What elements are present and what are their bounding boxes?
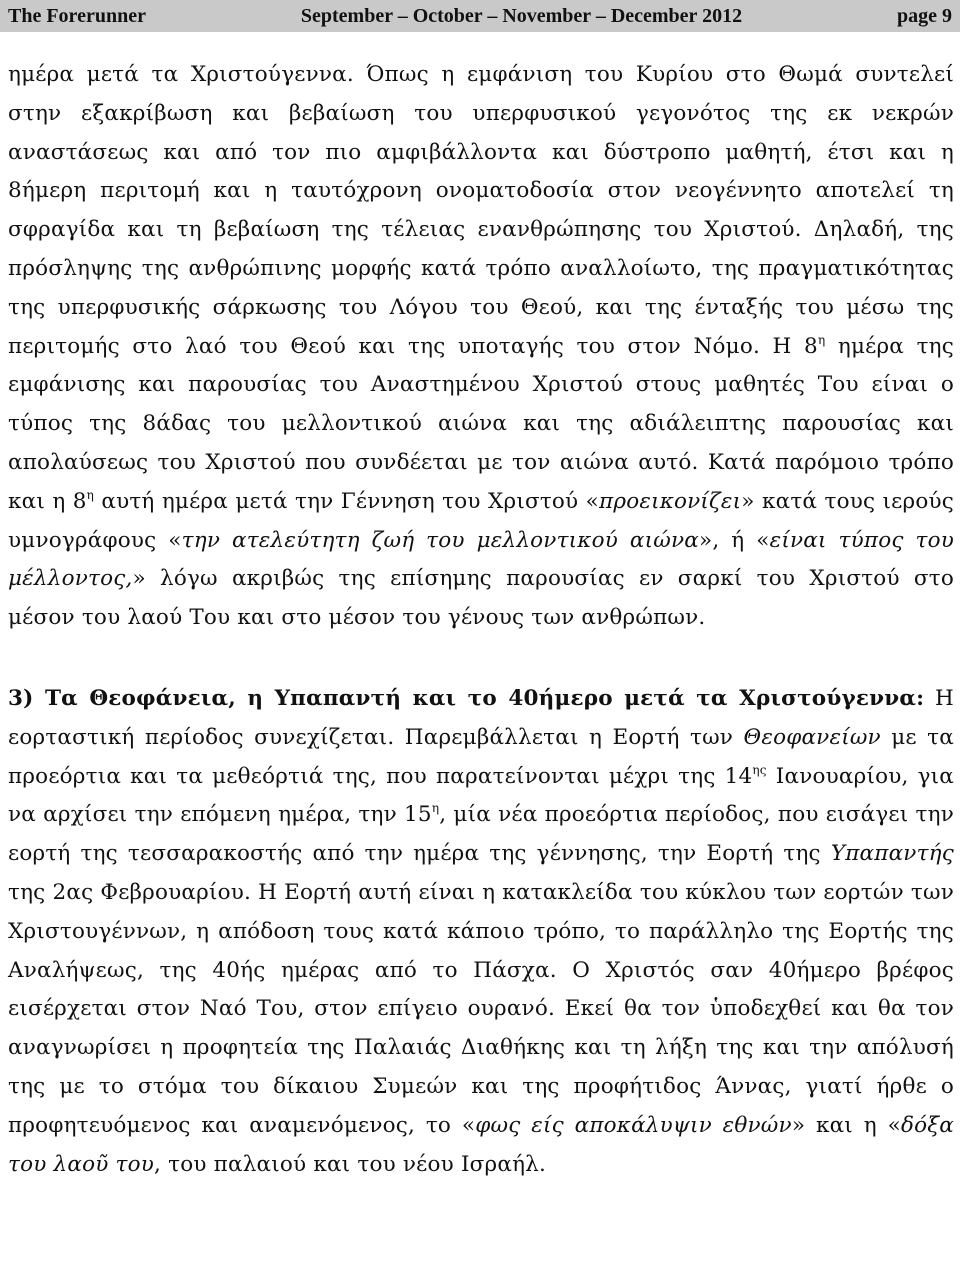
italic-run: την ατελεύτητη ζωή του μελλοντικού αιώνα	[181, 527, 699, 553]
journal-title: The Forerunner	[8, 4, 146, 27]
italic-run: φως είς αποκάλυψιν εθνών	[475, 1112, 792, 1138]
paragraph-gap	[8, 638, 954, 680]
text-run: αυτή ημέρα μετά την Γέννηση του Χριστού «	[94, 488, 600, 514]
text-run: », ή «	[698, 527, 770, 553]
superscript: ης	[752, 762, 767, 777]
italic-run: προεικονίζει	[599, 488, 742, 514]
paragraph-2	[8, 680, 954, 1184]
text-run: , μία νέα προεόρτια περίοδος, που εισάγει την εορτή της τεσσαρακοστής από την ημέρα της γέννησης, την Εορτή της	[8, 802, 954, 867]
text-run: Ιανουαρίου, για να αρχίσει την επόμενη ημέρα, την 15	[8, 763, 955, 828]
text-run: της 2ας Φεβρουαρίου. Η Εορτή αυτή είναι η κατακλείδα του κύκλου των εορτών των Χριστουγέννων, η απόδοση τους κατά κάποιο τρόπο, το παράλληλο της Εορτής της Αναλήψεως, της 40ής ημέρας από το Πάσχα. Ο Χριστός σαν 40ήμερο βρέφος εισέρχεται στον Ναό Του, στον επίγειο ουρανό. Εκεί θα τον ὑποδεχθεί και θα τον αναγνωρίσει η προφητεία της Παλαιάς Διαθήκης και τη λήξη της και την απόλυσή της με το στόμα του δίκαιου Συμεών και της προφήτιδος Άννας, γιατί ήρθε ο προφητευόμενος και αναμενόμενος, το «	[8, 879, 954, 1138]
text-run: » και η «	[791, 1112, 901, 1138]
section-heading: 3) Τα Θεοφάνεια, η Υπαπαντή και το 40ήμερο μετά τα Χριστούγεννα:	[8, 685, 925, 711]
superscript: η	[817, 332, 826, 347]
italic-run: δόξα του λαοῦ του	[8, 1112, 954, 1177]
italic-run: Υπαπαντής	[830, 841, 954, 867]
text-run: ημέρα της εμφάνισης και παρουσίας του Αναστημένου Χριστού στους μαθητές Του είναι ο τύπος της 8άδας του μελλοντικού αιώνα και της αδιάλειπτης παρουσίας και απολαύσεως του Χριστού που συνδέεται με τον αιώνα αυτό. Κατά παρόμοιο τρόπο και η 8	[8, 333, 954, 514]
superscript: η	[86, 487, 95, 502]
paragraph-1	[8, 56, 954, 638]
italic-run: είναι τύπος του μέλλοντος,	[8, 527, 954, 592]
text-run: , του παλαιού και του νέου Ισραήλ.	[154, 1151, 547, 1177]
issue-date: September – October – November – December 2012	[300, 4, 743, 27]
text-run: Η εορταστική περίοδος συνεχίζεται. Παρεμβάλλεται η Εορτή των	[8, 685, 954, 750]
page-header	[0, 0, 960, 32]
document-body	[8, 56, 954, 1184]
text-run: » λόγω ακριβώς της επίσημης παρουσίας εν σαρκί του Χριστού στο μέσον του λαού Του και στο μέσον του γένους των ανθρώπων.	[8, 566, 954, 631]
text-run: » κατά τους ιερούς υμνογράφους «	[8, 488, 955, 553]
italic-run: Θεοφανείων	[743, 724, 881, 750]
page-number: page 9	[897, 4, 952, 27]
text-run: ημέρα μετά τα Χριστούγεννα. Όπως η εμφάνιση του Κυρίου στο Θωμά συντελεί στην εξακρίβωση και βεβαίωση του υπερφυσικού γεγονότος της εκ νεκρών αναστάσεως και από τον πιο αμφιβάλλοντα και δύστροπο μαθητή, έτσι και η 8ήμερη περιτομή και η ταυτόχρονη ονοματοδοσία στον νεογέννητο αποτελεί τη σφραγίδα και τη βεβαίωση της τέλειας ενανθρώπησης του Χριστού. Δηλαδή, της πρόσληψης της ανθρώπινης μορφής κατά τρόπο αναλλοίωτο, της πραγματικότητας της υπερφυσικής σάρκωσης του Λόγου του Θεού, και της ένταξής του μέσω της περιτομής στο λαό του Θεού και της υποταγής του στον Νόμο. Η 8	[8, 62, 954, 359]
superscript: η	[431, 801, 440, 816]
text-run: με τα προεόρτια και τα μεθεόρτιά της, που παρατείνονται μέχρι της 14	[8, 724, 954, 789]
